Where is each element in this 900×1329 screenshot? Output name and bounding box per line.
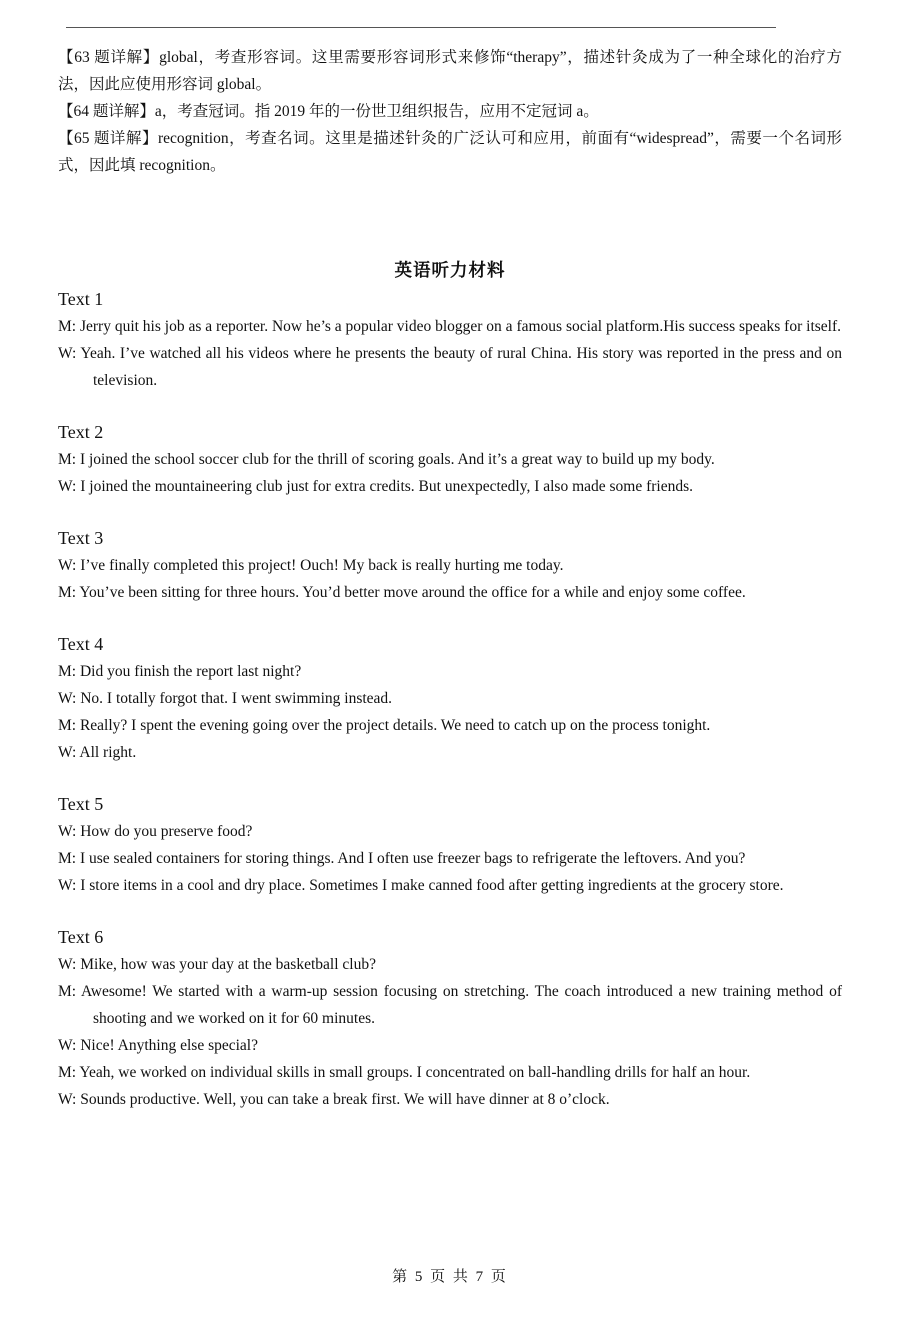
text-block-5 xyxy=(58,791,842,899)
listening-transcripts xyxy=(58,286,842,1113)
dialogue-line: W: I joined the mountaineering club just for extra credits. But unexpectedly, I also made some friends. xyxy=(58,478,694,495)
dialogue-line: W: I store items in a cool and dry place. Sometimes I make canned food after getting ingredients at the grocery store. xyxy=(58,877,784,894)
dialogue-line: M: I joined the school soccer club for the thrill of scoring goals. And it’s a great way to build up my body. xyxy=(58,451,715,468)
section-title: 英语听力材料 xyxy=(394,261,506,281)
answer-explanations xyxy=(58,44,842,179)
dialogue-line: W: All right. xyxy=(58,744,137,761)
text-block-6 xyxy=(58,924,842,1113)
answer-63: 【63 题详解】global，考查形容词。这里需要形容词形式来修饰“therapy”，描述针灸成为了一种全球化的治疗方法，因此应使用形容词 global。 xyxy=(58,49,842,93)
text-title: Text 4 xyxy=(58,634,104,654)
dialogue-line: M: I use sealed containers for storing things. And I often use freezer bags to refrigerate the leftovers. And you? xyxy=(58,850,746,867)
text-title: Text 2 xyxy=(58,422,104,442)
dialogue-line: W: Yeah. I’ve watched all his videos where he presents the beauty of rural China. His story was reported in the press and on television. xyxy=(58,345,842,389)
dialogue-line: W: Mike, how was your day at the basketball club? xyxy=(58,956,376,973)
header-rule xyxy=(66,27,776,28)
text-title: Text 6 xyxy=(58,927,104,947)
dialogue-line: M: Did you finish the report last night? xyxy=(58,663,302,680)
dialogue-line: M: You’ve been sitting for three hours. You’d better move around the office for a while and enjoy some coffee. xyxy=(58,584,746,601)
page-footer: 第 5 页 共 7 页 xyxy=(392,1269,508,1285)
dialogue-line: W: Nice! Anything else special? xyxy=(58,1037,258,1054)
dialogue-line: W: I’ve finally completed this project! Ouch! My back is really hurting me today. xyxy=(58,557,564,574)
text-title: Text 3 xyxy=(58,528,104,548)
answer-64: 【64 题详解】a，考查冠词。指 2019 年的一份世卫组织报告，应用不定冠词 a。 xyxy=(58,103,599,120)
dialogue-line: W: No. I totally forgot that. I went swimming instead. xyxy=(58,690,393,707)
dialogue-line: M: Really? I spent the evening going over the project details. We need to catch up on the process tonight. xyxy=(58,717,711,734)
dialogue-line: M: Yeah, we worked on individual skills in small groups. I concentrated on ball-handling drills for half an hour. xyxy=(58,1064,751,1081)
dialogue-line: M: Jerry quit his job as a reporter. Now he’s a popular video blogger on a famous social platform.His success speaks for itself. xyxy=(58,318,841,335)
text-block-4 xyxy=(58,631,842,766)
text-title: Text 5 xyxy=(58,794,104,814)
answer-65: 【65 题详解】recognition，考查名词。这里是描述针灸的广泛认可和应用，前面有“widespread”，需要一个名词形式，因此填 recognition。 xyxy=(58,130,842,174)
text-block-2 xyxy=(58,419,842,500)
text-block-3 xyxy=(58,525,842,606)
dialogue-line: W: How do you preserve food? xyxy=(58,823,253,840)
dialogue-line: W: Sounds productive. Well, you can take a break first. We will have dinner at 8 o’clock. xyxy=(58,1091,610,1108)
text-block-1 xyxy=(58,286,842,394)
text-title: Text 1 xyxy=(58,289,104,309)
dialogue-line: M: Awesome! We started with a warm-up session focusing on stretching. The coach introduced a new training method of shooting and we worked on it for 60 minutes. xyxy=(58,983,842,1027)
